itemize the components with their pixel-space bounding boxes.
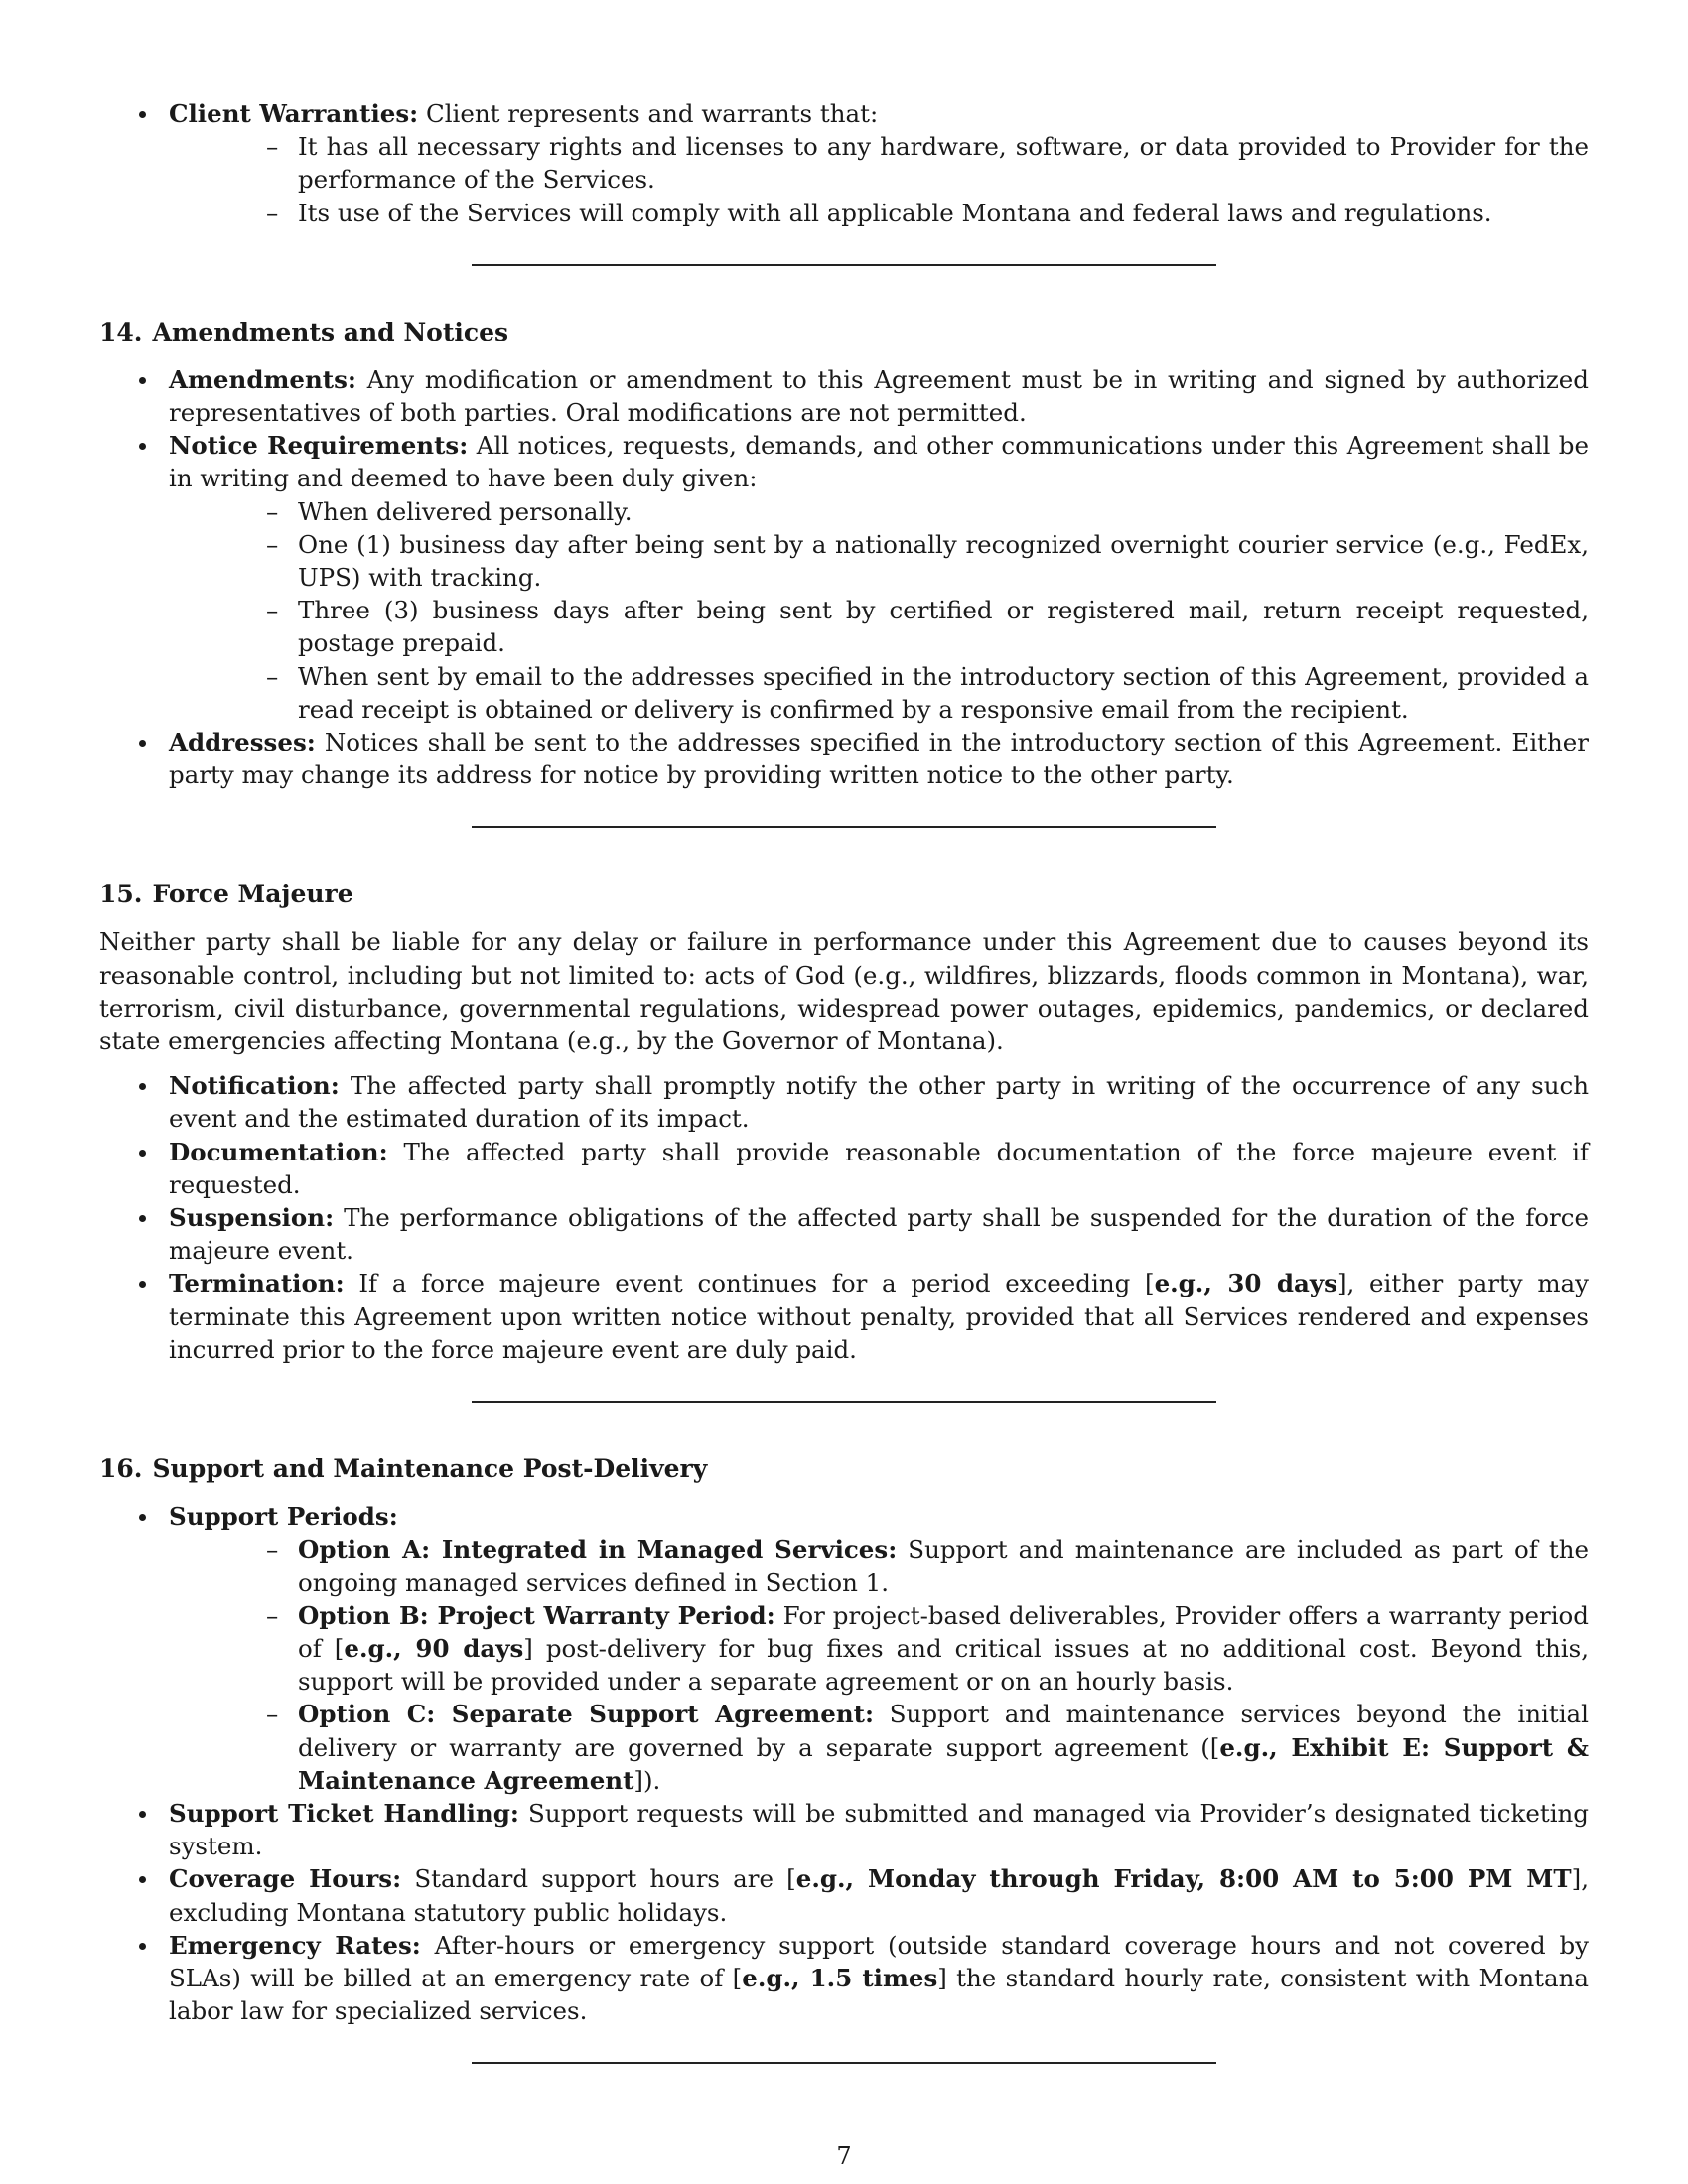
dash-icon: – xyxy=(266,1700,279,1729)
dash-icon: – xyxy=(266,198,279,227)
bullet-icon xyxy=(139,1150,146,1157)
section-14-heading: 14. Amendments and Notices xyxy=(99,317,509,346)
list-item: – It has all necessary rights and licenses to any hardware, software, or data provided to Provider for the performance of the Services. xyxy=(266,132,1589,195)
client-warranties-label: Client Warranties: xyxy=(169,99,419,128)
support-periods-item: Support Periods: – Option A: Integrated in Managed Services: Support and maintenance are included as part of the ongoing managed services defined in Section 1. – Option B: Project Warranty Period: For project-based deliverables, Provider offers a warranty period of [e.g., 90 days] post-delivery for bug fixes and critical issues at no additional cost. Beyond this, support will be provided under a separate agreement or on an hourly basis. – Option C: Separate Support Agreement: Support and maintenance services beyond the initial delivery or warranty are governed by a separate support agreement ([e.g., Exhibit E: Support & Maintenance Agreement]). xyxy=(99,1500,1589,1797)
bullet-icon xyxy=(139,1943,146,1950)
list-item: – Three (3) business days after being sent by certified or registered mail, return receipt requested, postage prepaid. xyxy=(266,596,1589,658)
bullet-icon xyxy=(139,1876,146,1883)
option-b-item: – Option B: Project Warranty Period: For project-based deliverables, Provider offers a warranty period of [e.g., 90 days] post-delivery for bug fixes and critical issues at no additional cost. Beyond this, support will be provided under a separate agreement or on an hourly basis. xyxy=(266,1600,1589,1697)
dash-icon: – xyxy=(266,496,279,526)
dash-icon: – xyxy=(266,596,279,625)
amendments-item: Amendments: Any modification or amendment to this Agreement must be in writing and signed by authorized representatives of both parties. Oral modifications are not permitted. xyxy=(99,363,1589,429)
section-divider xyxy=(472,264,1216,266)
document-page xyxy=(99,97,1589,2064)
coverage-hours-item: Coverage Hours: Standard support hours are [e.g., Monday through Friday, 8:00 AM to 5:00 PM MT], excluding Montana statutory public holidays. xyxy=(99,1862,1589,1928)
list-item: – One (1) business day after being sent by a nationally recognized overnight courier service (e.g., FedEx, UPS) with tracking. xyxy=(266,529,1589,593)
emergency-rates-item: Emergency Rates: After-hours or emergency support (outside standard coverage hours and not covered by SLAs) will be billed at an emergency rate of [e.g., 1.5 times] the standard hourly rate, consistent with Montana labor law for specialized services. xyxy=(99,1929,1589,2028)
option-c-item: – Option C: Separate Support Agreement: Support and maintenance services beyond the initial delivery or warranty are governed by a separate support agreement ([e.g., Exhibit E: Support & Maintenance Agreement]). xyxy=(266,1700,1589,1795)
bullet-icon xyxy=(139,111,146,118)
section-15-heading: 15. Force Majeure xyxy=(99,880,353,909)
dash-icon: – xyxy=(266,529,279,559)
list-item: – When sent by email to the addresses specified in the introductory section of this Agreement, provided a read receipt is obtained or delivery is confirmed by a responsive email from the recipient. xyxy=(266,661,1589,724)
client-warranties-item xyxy=(99,97,1589,229)
notification-item: Notification: The affected party shall promptly notify the other party in writing of the occurrence of any such event and the estimated duration of its impact. xyxy=(99,1069,1589,1135)
section-divider xyxy=(472,826,1216,828)
bullet-icon xyxy=(139,740,146,747)
bullet-icon xyxy=(139,1514,146,1521)
list-item: – When delivered personally. xyxy=(169,495,1589,528)
section-divider xyxy=(472,1401,1216,1403)
bullet-icon xyxy=(139,443,146,450)
bullet-icon xyxy=(139,1811,146,1818)
documentation-item: Documentation: The affected party shall provide reasonable documentation of the force majeure event if requested. xyxy=(99,1136,1589,1201)
section-16-heading: 16. Support and Maintenance Post-Delivery xyxy=(99,1454,708,1484)
notice-requirements-item: Notice Requirements: All notices, requests, demands, and other communications under this Agreement shall be in writing and deemed to have been duly given: – When delivered personally. – One (1) business day after being sent by a nationally recognized overnight courier service (e.g., FedEx, UPS) with tracking. – Three (3) business days after being sent by certified or registered mail, return receipt requested, postage prepaid. – When sent by email to the addresses specified in the introductory section of this Agreement, provided a read receipt is obtained or delivery is confirmed by a responsive email from the recipient. xyxy=(99,429,1589,726)
force-majeure-intro: Neither party shall be liable for any delay or failure in performance under this Agreement due to causes beyond its reasonable control, including but not limited to: acts of God (e.g., wildfires, blizzards, floods common in Montana), war, terrorism, civil disturbance, governmental regulations, widespread power outages, epidemics, pandemics, or declared state emergencies affecting Montana (e.g., by the Governor of Montana). xyxy=(99,927,1589,1056)
list-item: – Its use of the Services will comply with all applicable Montana and federal laws and regulations. xyxy=(169,197,1589,229)
bullet-icon xyxy=(139,1083,146,1090)
addresses-item: Addresses: Notices shall be sent to the addresses specified in the introductory section of this Agreement. Either party may change its address for notice by providing written notice to the other party. xyxy=(99,726,1589,791)
ticket-handling-item: Support Ticket Handling: Support requests will be submitted and managed via Provider’s designated ticketing system. xyxy=(99,1797,1589,1862)
suspension-item: Suspension: The performance obligations of the affected party shall be suspended for the duration of the force majeure event. xyxy=(99,1201,1589,1267)
dash-icon: – xyxy=(266,661,279,691)
dash-icon: – xyxy=(266,1535,279,1565)
termination-item: Termination: If a force majeure event continues for a period exceeding [e.g., 30 days], either party may terminate this Agreement upon written notice without penalty, provided that all Services rendered and expenses incurred prior to the force majeure event are duly paid. xyxy=(99,1267,1589,1366)
page-number: 7 xyxy=(836,2142,852,2170)
client-warranties-list xyxy=(99,97,1589,229)
bullet-icon xyxy=(139,1215,146,1222)
bullet-icon xyxy=(139,1281,146,1288)
section-14-list xyxy=(99,363,1589,792)
section-15-list xyxy=(99,1069,1589,1366)
section-16-list xyxy=(99,1500,1589,2027)
section-divider xyxy=(472,2062,1216,2064)
option-a-item: – Option A: Integrated in Managed Services: Support and maintenance are included as part of the ongoing managed services defined in Section 1. xyxy=(266,1535,1589,1597)
dash-icon: – xyxy=(266,132,279,162)
bullet-icon xyxy=(139,377,146,384)
dash-icon: – xyxy=(266,1600,279,1630)
client-warranties-text: Client represents and warrants that: xyxy=(418,99,879,128)
